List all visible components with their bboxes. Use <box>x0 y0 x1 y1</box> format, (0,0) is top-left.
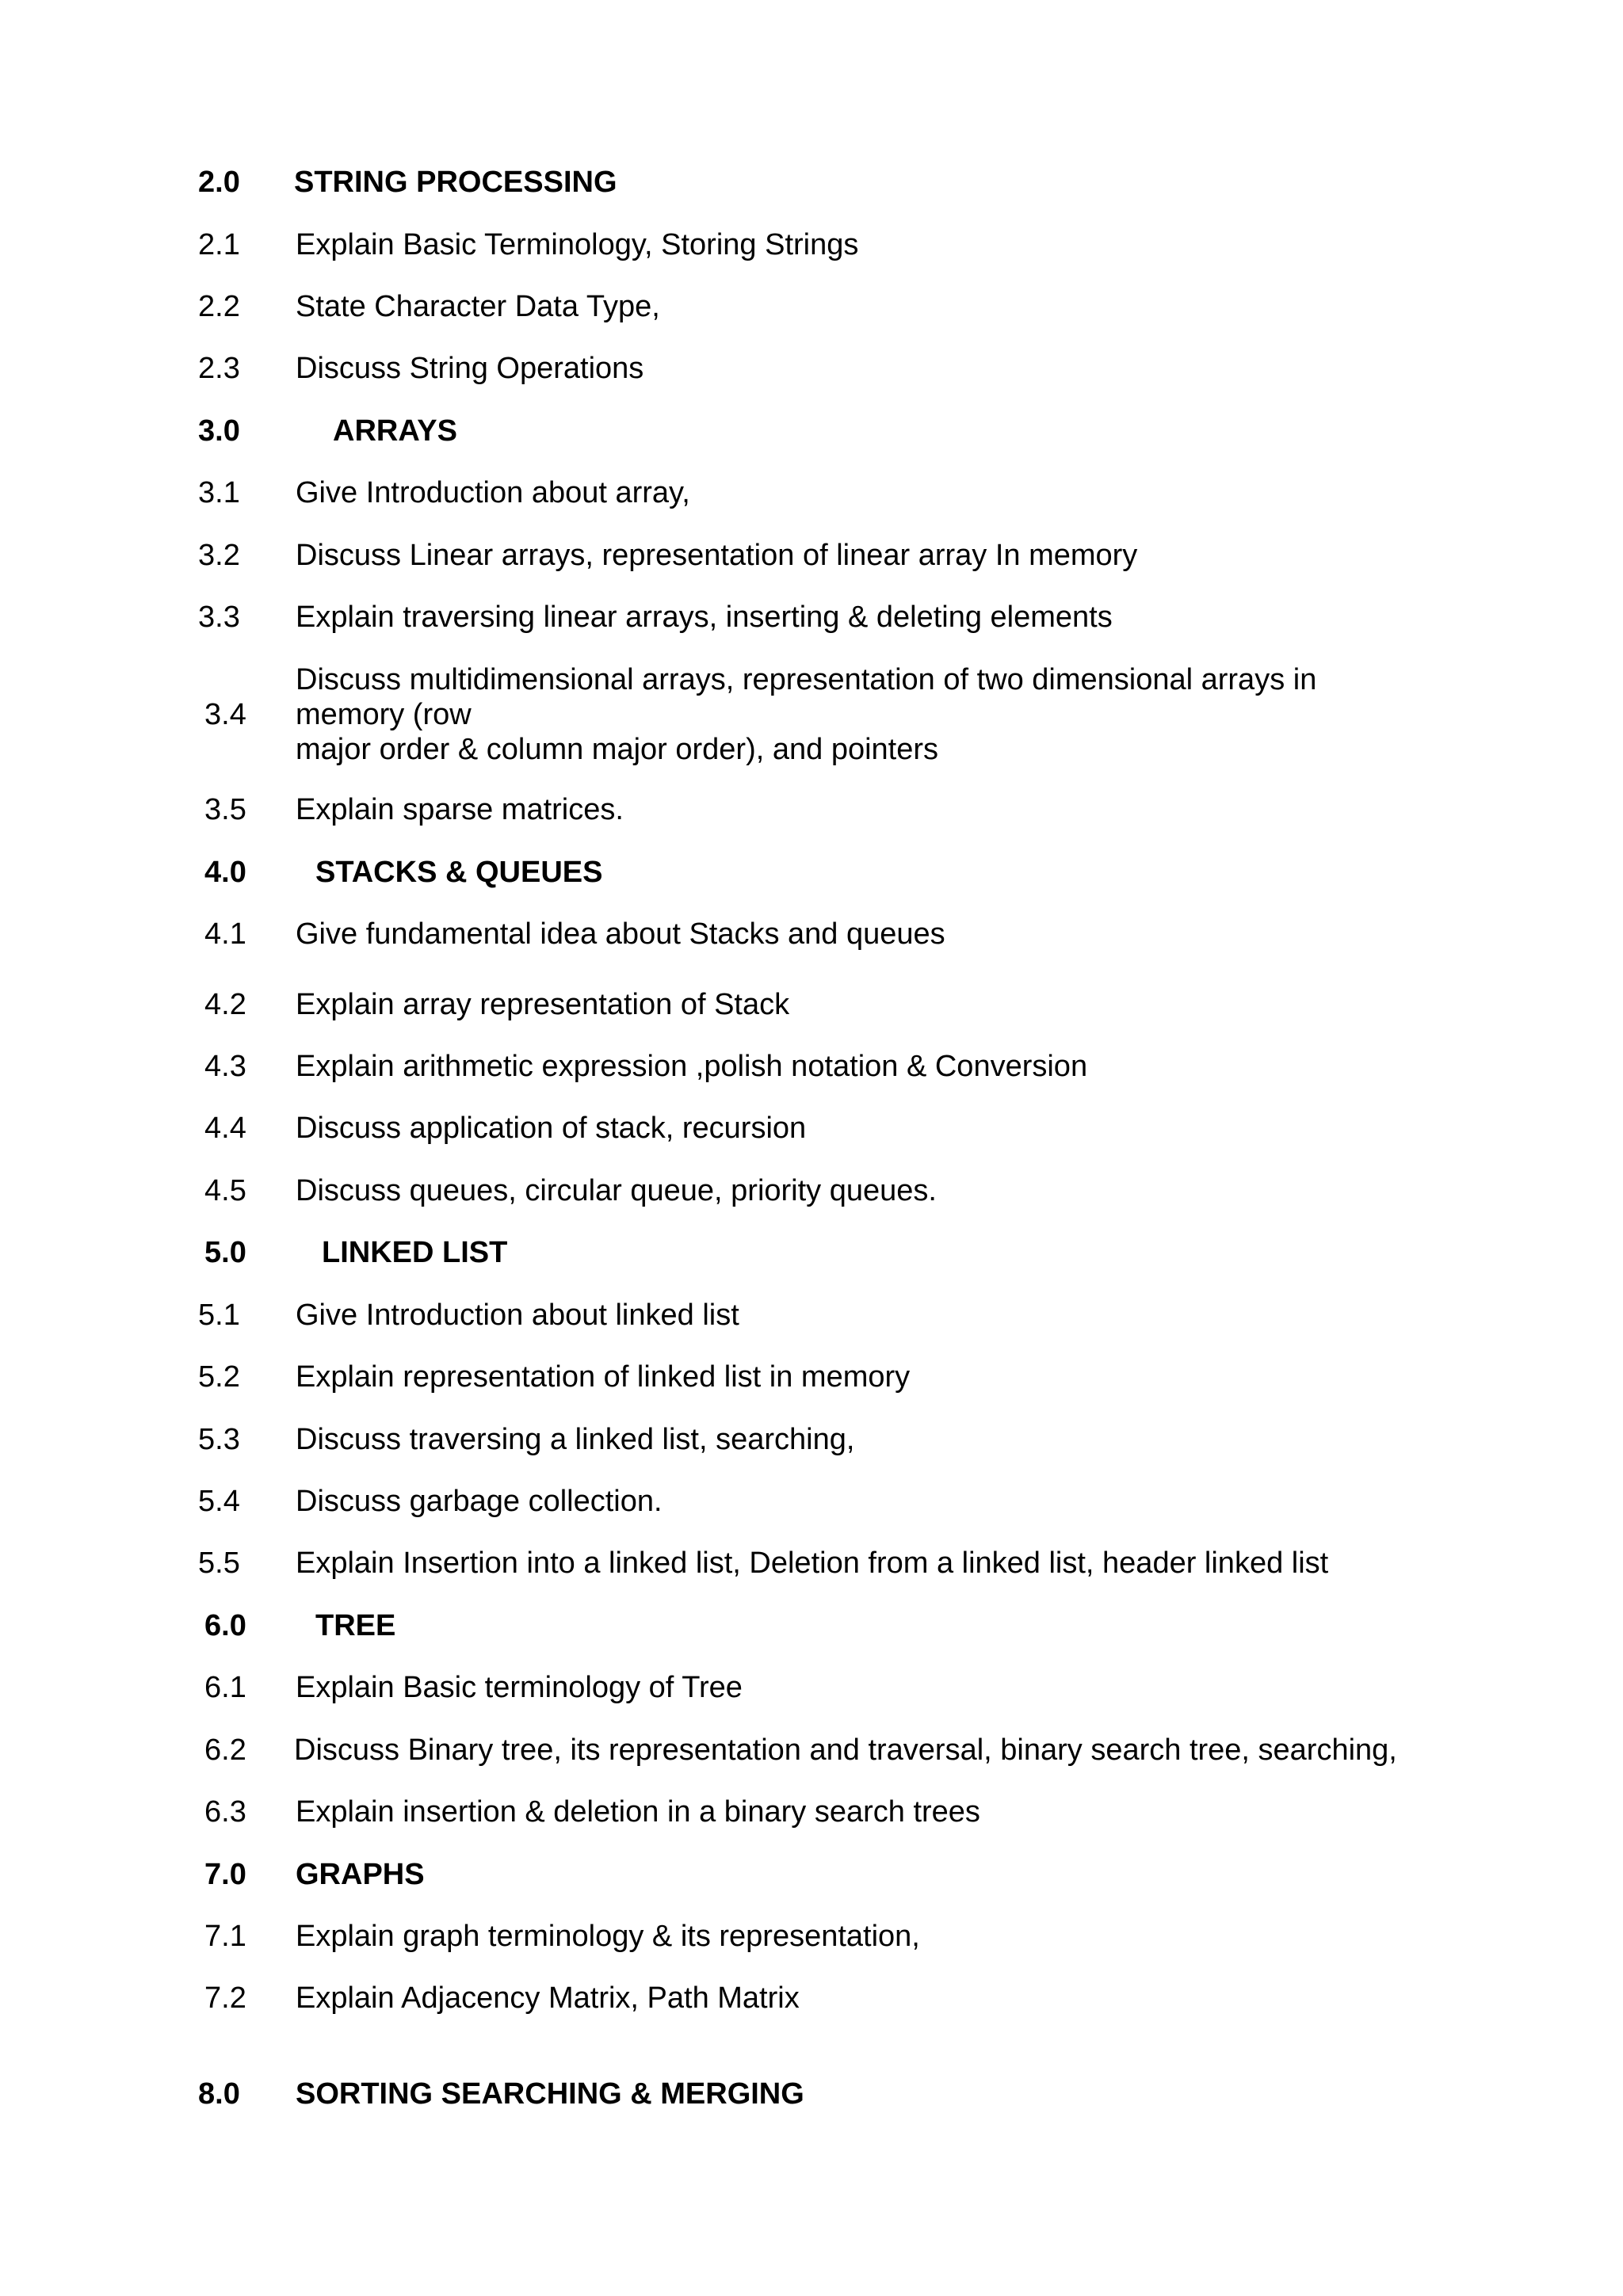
list-item <box>0 475 1506 513</box>
section-number: 8.0 <box>198 2077 240 2111</box>
item-number: 5.3 <box>198 1423 240 1456</box>
section-heading <box>0 1235 1506 1273</box>
item-text: Give Introduction about array, <box>296 476 690 509</box>
section-number: 2.0 <box>198 166 240 199</box>
list-item <box>0 917 1506 955</box>
item-text: Give fundamental idea about Stacks and queues <box>296 917 945 951</box>
item-number: 4.1 <box>204 917 246 951</box>
item-text: Discuss garbage collection. <box>296 1485 663 1518</box>
list-item <box>0 1546 1506 1584</box>
section-title: TREE <box>315 1609 396 1642</box>
list-item <box>0 351 1506 389</box>
section-heading <box>0 2077 1506 2115</box>
list-item <box>0 1298 1506 1336</box>
item-text: Discuss traversing a linked list, searching, <box>296 1423 855 1456</box>
item-text-line: major order & column major order), and pointers <box>296 733 939 766</box>
item-number: 4.4 <box>204 1112 246 1145</box>
list-item <box>0 1794 1506 1833</box>
section-title: STRING PROCESSING <box>294 166 617 199</box>
item-number: 3.5 <box>204 793 246 826</box>
section-heading <box>0 1608 1506 1646</box>
section-number: 6.0 <box>204 1609 246 1642</box>
item-text: Explain Basic Terminology, Storing Strings <box>296 228 859 261</box>
list-item <box>0 792 1506 830</box>
list-item <box>0 1049 1506 1087</box>
item-text: Discuss Linear arrays, representation of linear array In memory <box>296 539 1138 572</box>
list-item <box>0 662 1506 773</box>
list-item <box>0 289 1506 327</box>
item-text: Discuss Binary tree, its representation and traversal, binary search tree, searching, <box>294 1733 1397 1767</box>
item-text: Discuss String Operations <box>296 352 644 385</box>
section-title: SORTING SEARCHING & MERGING <box>296 2077 804 2111</box>
list-item <box>0 987 1506 1025</box>
item-number: 3.2 <box>198 539 240 572</box>
list-item <box>0 1173 1506 1211</box>
item-number: 6.2 <box>204 1733 246 1767</box>
section-number: 7.0 <box>204 1858 246 1891</box>
section-title: ARRAYS <box>333 414 457 448</box>
item-text: Explain traversing linear arrays, inserting & deleting elements <box>296 601 1113 634</box>
item-text: Explain Adjacency Matrix, Path Matrix <box>296 1981 800 2015</box>
section-number: 3.0 <box>198 414 240 448</box>
item-number: 6.1 <box>204 1671 246 1704</box>
item-number: 2.2 <box>198 290 240 323</box>
item-number: 2.1 <box>198 228 240 261</box>
item-text: Explain insertion & deletion in a binary search trees <box>296 1795 980 1829</box>
item-number: 6.3 <box>204 1795 246 1829</box>
item-number: 4.5 <box>204 1174 246 1207</box>
list-item <box>0 1422 1506 1460</box>
item-text: Explain Insertion into a linked list, Deletion from a linked list, header linked list <box>296 1547 1329 1580</box>
list-item <box>0 1733 1506 1771</box>
item-text-line: Discuss multidimensional arrays, representation of two dimensional arrays in <box>296 663 1317 696</box>
item-text: Give Introduction about linked list <box>296 1299 739 1332</box>
item-text: Explain array representation of Stack <box>296 988 790 1021</box>
list-item <box>0 227 1506 265</box>
item-text: Explain arithmetic expression ,polish notation & Conversion <box>296 1050 1088 1083</box>
item-number: 5.5 <box>198 1547 240 1580</box>
section-title: GRAPHS <box>296 1858 425 1891</box>
item-text: Discuss application of stack, recursion <box>296 1112 807 1145</box>
section-heading <box>0 1857 1506 1895</box>
item-number: 5.4 <box>198 1485 240 1518</box>
item-number: 7.1 <box>204 1920 246 1953</box>
item-text-line: memory (row <box>296 698 472 731</box>
item-text: Explain Basic terminology of Tree <box>296 1671 743 1704</box>
list-item <box>0 538 1506 576</box>
item-text <box>296 662 1316 767</box>
item-number: 3.3 <box>198 601 240 634</box>
list-item <box>0 1111 1506 1149</box>
section-heading <box>0 414 1506 452</box>
section-heading <box>0 165 1506 203</box>
item-number: 3.4 <box>204 698 246 731</box>
section-title: STACKS & QUEUES <box>315 856 603 889</box>
section-heading <box>0 855 1506 893</box>
item-number: 5.2 <box>198 1360 240 1394</box>
item-text: Explain representation of linked list in memory <box>296 1360 911 1394</box>
list-item <box>0 600 1506 638</box>
item-number: 4.3 <box>204 1050 246 1083</box>
item-text: Explain sparse matrices. <box>296 793 624 826</box>
section-title: LINKED LIST <box>322 1236 508 1269</box>
section-number: 4.0 <box>204 856 246 889</box>
list-item <box>0 1670 1506 1708</box>
list-item <box>0 1484 1506 1522</box>
list-item <box>0 1981 1506 2019</box>
item-text: State Character Data Type, <box>296 290 660 323</box>
item-text: Explain graph terminology & its representation, <box>296 1920 920 1953</box>
item-number: 2.3 <box>198 352 240 385</box>
item-number: 5.1 <box>198 1299 240 1332</box>
item-text: Discuss queues, circular queue, priority queues. <box>296 1174 937 1207</box>
list-item <box>0 1919 1506 1957</box>
section-number: 5.0 <box>204 1236 246 1269</box>
item-number: 7.2 <box>204 1981 246 2015</box>
list-item <box>0 1360 1506 1398</box>
item-number: 3.1 <box>198 476 240 509</box>
item-number: 4.2 <box>204 988 246 1021</box>
